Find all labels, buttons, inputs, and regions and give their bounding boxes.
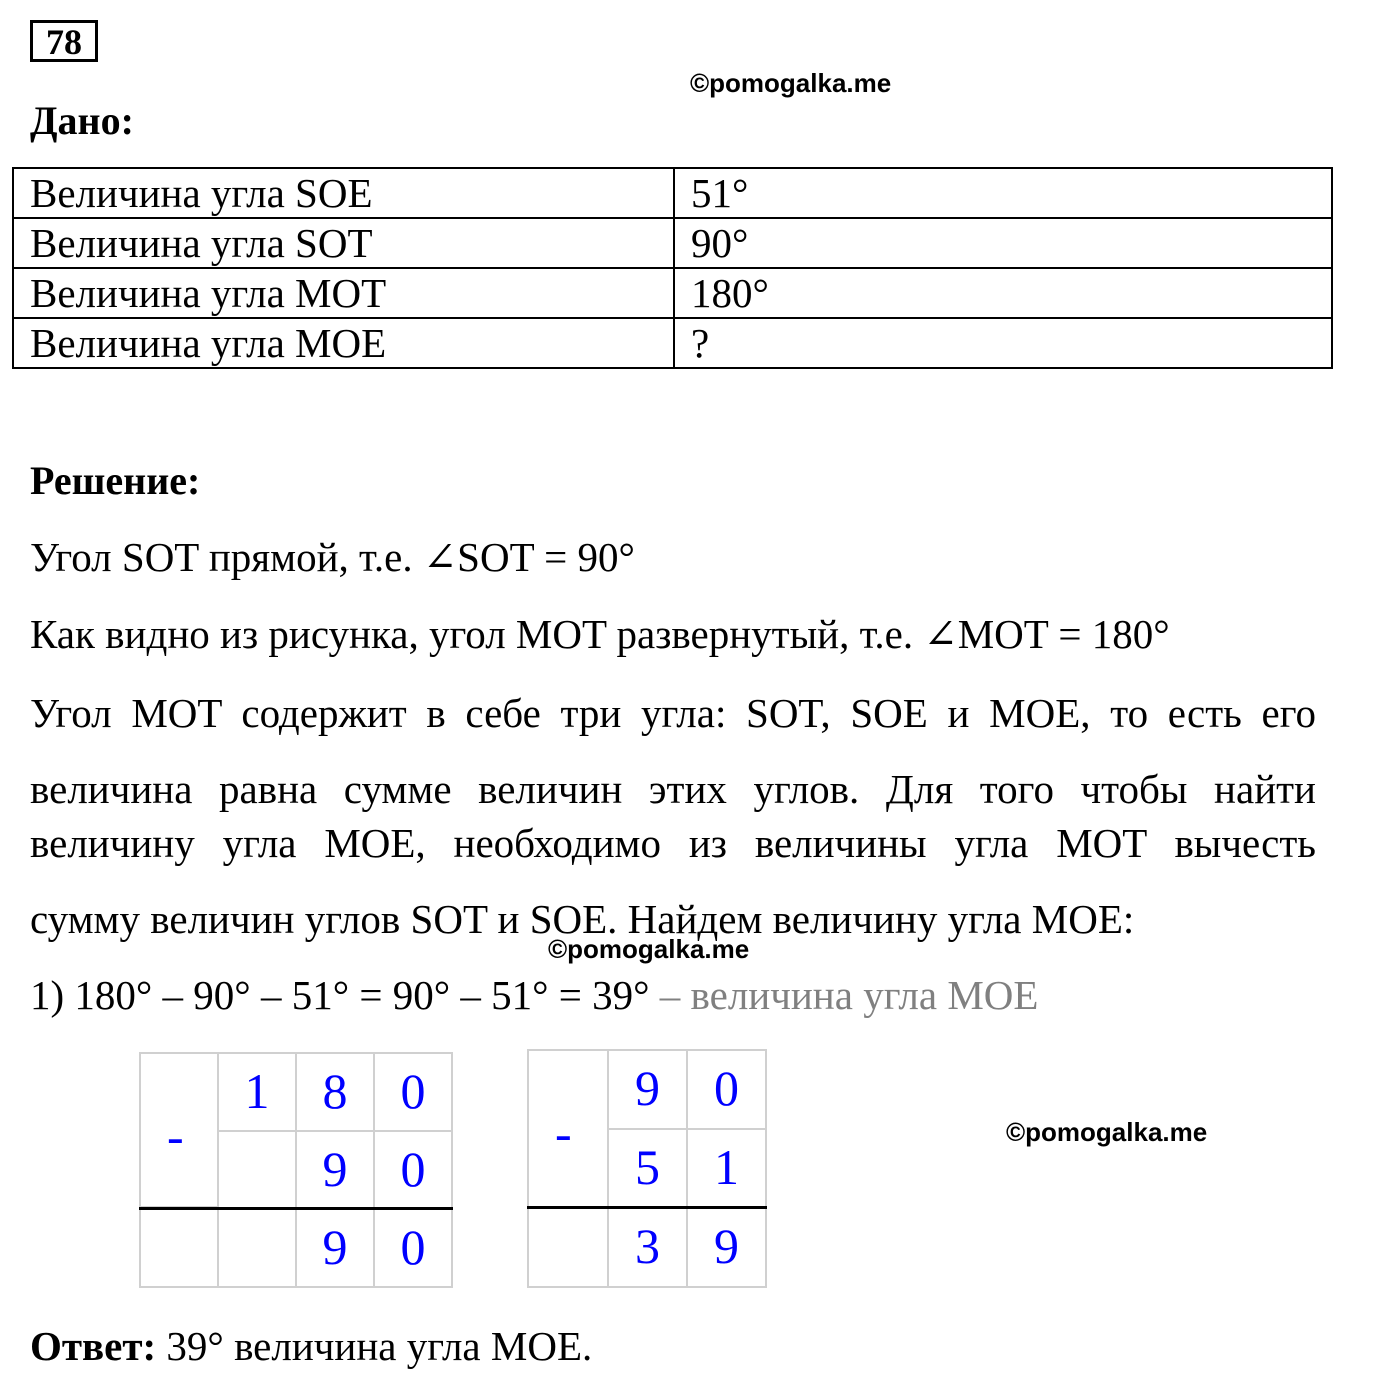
column-subtraction-1 — [139, 1052, 453, 1288]
digit-cell — [217, 1130, 297, 1210]
angle-label: Величина угла MOE — [13, 318, 674, 368]
watermark: ©pomogalka.me — [1006, 1117, 1208, 1147]
digit-cell: 0 — [686, 1049, 767, 1130]
angle-value: 51° — [674, 168, 1332, 218]
digit-cell: 5 — [607, 1128, 688, 1209]
digit-cell — [139, 1208, 219, 1288]
digit-cell — [217, 1208, 297, 1288]
minus-sign: - — [167, 1108, 184, 1164]
solution-line: сумму величин углов SOT и SOE. Найдем величину угла MOE: — [30, 896, 1135, 942]
answer-label: Ответ: — [30, 1323, 157, 1369]
solution-line: Как видно из рисунка, угол MOT развернутый, т.е. ∠MOT = 180° — [30, 611, 1170, 657]
angle-value: 90° — [674, 218, 1332, 268]
given-heading: Дано: — [30, 98, 134, 143]
solution-heading: Решение: — [30, 458, 201, 503]
answer — [30, 1322, 592, 1370]
angle-value: ? — [674, 318, 1332, 368]
angle-label: Величина угла SOT — [13, 218, 674, 268]
step-1-expression: 1) 180° – 90° – 51° = 90° – 51° = 39° — [30, 972, 650, 1018]
digit-cell: 9 — [607, 1049, 688, 1130]
table-row — [13, 168, 1332, 218]
digit-cell: 9 — [295, 1130, 375, 1210]
answer-text: 39° величина угла MOE. — [156, 1323, 593, 1369]
given-table — [12, 167, 1333, 369]
solution-line: Угол MOT содержит в себе три угла: SOT, SOE и MOE, то есть его — [30, 690, 1316, 736]
digit-cell: 1 — [217, 1052, 297, 1132]
watermark: ©pomogalka.me — [548, 934, 750, 964]
table-row — [13, 268, 1332, 318]
step-1-note: – величина угла MOE — [649, 972, 1039, 1018]
digit-cell: 9 — [295, 1208, 375, 1288]
digit-cell: 8 — [295, 1052, 375, 1132]
angle-label: Величина угла SOE — [13, 168, 674, 218]
angle-label: Величина угла MOT — [13, 268, 674, 318]
task-number: 78 — [30, 20, 98, 62]
subtraction-rule — [139, 1207, 453, 1210]
step-1 — [30, 971, 1038, 1019]
digit-cell: 1 — [686, 1128, 767, 1209]
solution-line: величина равна сумме величин этих углов. Для того чтобы найти — [30, 766, 1316, 812]
solution-line: Угол SOT прямой, т.е. ∠SOT = 90° — [30, 534, 635, 580]
angle-value: 180° — [674, 268, 1332, 318]
digit-cell — [527, 1207, 609, 1288]
column-subtraction-2 — [527, 1049, 767, 1288]
table-row — [13, 318, 1332, 368]
minus-sign: - — [555, 1105, 572, 1161]
digit-cell: 9 — [686, 1207, 767, 1288]
digit-cell: 0 — [373, 1208, 453, 1288]
table-row — [13, 218, 1332, 268]
digit-cell: 3 — [607, 1207, 688, 1288]
subtraction-rule — [527, 1206, 767, 1209]
watermark: ©pomogalka.me — [690, 68, 892, 98]
solution-line: величину угла MOE, необходимо из величины угла MOT вычесть — [30, 820, 1316, 866]
digit-cell: 0 — [373, 1130, 453, 1210]
digit-cell: 0 — [373, 1052, 453, 1132]
